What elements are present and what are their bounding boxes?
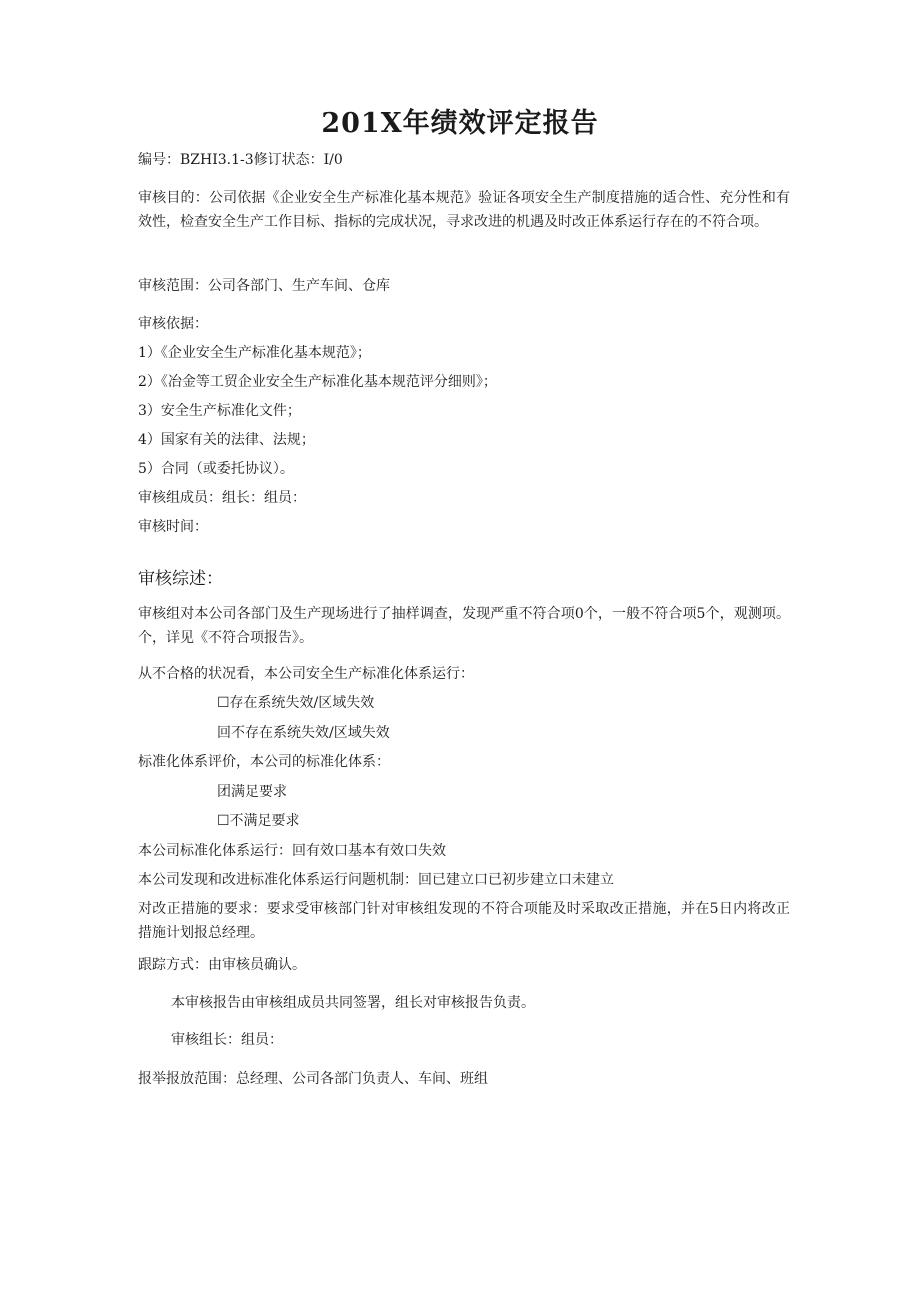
- summary-heading: 审核综述：: [138, 569, 223, 589]
- improvement-mechanism: 本公司发现和改进标准化体系运行问题机制：回已建立口已初步建立口未建立: [138, 872, 614, 888]
- audit-basis-item: 5）合同（或委托协议）。: [138, 461, 294, 477]
- audit-basis-item: 2）《冶金等工贸企业安全生产标准化基本规范评分细则》；: [138, 374, 497, 390]
- system-eval-option: ☐不满足要求: [217, 813, 300, 829]
- audit-time: 审核时间：: [138, 519, 208, 535]
- system-eval-intro: 标准化体系评价，本公司的标准化体系：: [138, 754, 390, 770]
- corrective-requirement: 对改正措施的要求：要求受审核部门针对审核组发现的不符合项能及时采取改正措施，并在5日内将改正措施计划报总经理。: [138, 901, 790, 941]
- tracking-method: 跟踪方式：由审核员确认。: [138, 957, 306, 973]
- audit-members: 审核组成员：组长：组员：: [138, 490, 306, 506]
- distribution-scope: 报举报放范围：总经理、公司各部门负责人、车间、班组: [138, 1071, 488, 1087]
- system-eval-option: 团满足要求: [217, 784, 287, 800]
- system-status-intro: 从不合格的状况看，本公司安全生产标准化体系运行：: [138, 666, 474, 682]
- summary-text: 审核组对本公司各部门及生产现场进行了抽样调查，发现严重不符合项0个，一般不符合项5个，观测项。个，详见《不符合项报告》。: [138, 606, 790, 646]
- audit-basis-item: 4）国家有关的法律、法规；: [138, 432, 315, 448]
- system-status-option: 回不存在系统失效/区域失效: [217, 725, 390, 741]
- audit-basis-item: 3）安全生产标准化文件；: [138, 403, 301, 419]
- audit-leader: 审核组长：组员：: [171, 1032, 283, 1048]
- signoff-statement: 本审核报告由审核组成员共同签署，组长对审核报告负责。: [171, 995, 535, 1011]
- operation-status: 本公司标准化体系运行：回有效口基本有效口失效: [138, 843, 446, 859]
- audit-scope: 审核范围：公司各部门、生产车间、仓库: [138, 278, 390, 294]
- report-title: 201X年绩效评定报告: [321, 108, 599, 139]
- audit-purpose: 审核目的：公司依据《企业安全生产标准化基本规范》验证各项安全生产制度措施的适合性、充分性和有效性，检查安全生产工作目标、指标的完成状况，寻求改进的机遇及时改正体系运行存在的不符合项。: [138, 190, 790, 230]
- system-status-option: ☐存在系统失效/区域失效: [217, 695, 375, 711]
- document-number: 编号：BZHI3.1-3修订状态：I/0: [138, 152, 343, 168]
- audit-basis-heading: 审核依据：: [138, 316, 208, 332]
- audit-basis-item: 1）《企业安全生产标准化基本规范》；: [138, 345, 371, 361]
